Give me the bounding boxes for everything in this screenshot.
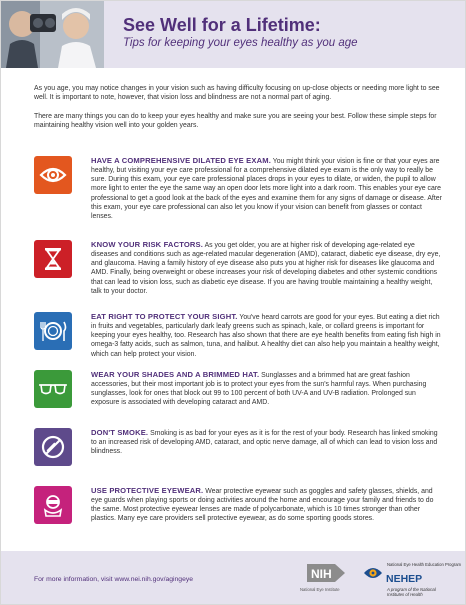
eye-icon <box>34 156 72 194</box>
footer <box>0 551 466 605</box>
page-subtitle: Tips for keeping your eyes healthy as you age <box>123 37 358 49</box>
tip-title: USE PROTECTIVE EYEWEAR. <box>91 486 204 495</box>
intro-paragraph-2: There are many things you can do to keep your eyes healthy and make sure you are seeing your best. Follow these simple steps for maintaining healthy vision well into your golden years. <box>34 113 437 130</box>
tip-body: Wear protective eyewear such as goggles and safety glasses, shields, and eye guards when playing sports or doing activities around the home and encourage your family and friends to do the same. Most protective eyewear lenses are made of polycarbonate, which is 10 times stronger than other plastics. Many eye care providers sell protective eyewear, as do some sporting goods stores. <box>91 488 434 523</box>
header-banner <box>0 0 466 68</box>
tip-body: You've heard carrots are good for your eyes. But eating a diet rich in fruits and vegetables, particularly dark leafy greens such as spinach, kale, or collard greens is important for keeping your eyes healthy, too. Research has also shown that there are eye health benefits from eating fish high in omega-3 fatty acids, such as salmon, tuna, and halibut. A healthy diet can also help you maintain a healthy weight, which can help protect your vision. <box>91 314 441 358</box>
nih-caption: National Eye Institute <box>300 587 340 592</box>
nih-logo <box>305 562 347 584</box>
tip-title: KNOW YOUR RISK FACTORS. <box>91 240 204 249</box>
goggles-icon <box>34 486 72 524</box>
tip-body: As you get older, you are at higher risk of developing age-related eye diseases and conditions such as age-related macular degeneration (AMD), cataract, diabetic eye disease, dry eye, and glaucoma. Having a family history of eye disease also puts you at higher risk for diseases like glaucoma and AMD. Finally, being overweight or obese increases your risk of developing diabetes and other systemic conditions that can lead to vision loss, such as diabetic eye disease. If you are having trouble maintaining a healthy weight, talk to your doctor. <box>91 242 441 295</box>
intro-paragraph-1: As you age, you may notice changes in your vision such as having difficulty focusing on up-close objects or needing more light to see well. It is important to note, however, that vision loss and blindness are not a normal part of aging. <box>34 85 440 102</box>
tip-title: DON'T SMOKE. <box>91 428 149 437</box>
eye-exam-photo <box>0 0 104 68</box>
svg-text:NIH: NIH <box>311 567 332 581</box>
no-smoking-icon <box>34 428 72 466</box>
tip-title: WEAR YOUR SHADES AND A BRIMMED HAT. <box>91 370 260 379</box>
page-title: See Well for a Lifetime: <box>123 15 321 35</box>
sunglasses-icon <box>34 370 72 408</box>
hourglass-icon <box>34 240 72 278</box>
nehep-program-note: A program of the National Institutes of Health <box>387 587 436 598</box>
tip-title: EAT RIGHT TO PROTECT YOUR SIGHT. <box>91 312 238 321</box>
plate-icon <box>34 312 72 350</box>
tip-body: Sunglasses and a brimmed hat are great fashion accessories, but their most important job is to protect your eyes from the sun's harmful rays. When purchasing sunglasses, look for ones that block out 99 to 100 percent of both UV-A and UV-B radiation. Prolonged sun exposure is associated with developing cataract and AMD. <box>91 372 427 407</box>
tip-body: You might think your vision is fine or that your eyes are healthy, but visiting your eye care professional for a comprehensive dilated eye exam is the only way to really be sure. During this exam, your eye care professional places drops in your eyes to dilate, or widen, the pupil to allow more light to enter the eye the same way an open door lets more light into a dark room. This enables your eye care professional to get a good look at the back of the eyes and examine them for any signs of damage or disease. After this exam, your eye care professional can also let you know if your vision can benefit from glasses or contact lenses. <box>91 158 442 220</box>
nehep-wordmark: NEHEP <box>386 573 423 585</box>
nehep-full-name: National Eye Health Education Program <box>387 562 462 567</box>
nehep-logo-mark <box>362 562 384 584</box>
tip-body: Smoking is as bad for your eyes as it is for the rest of your body. Research has linked smoking to an increased risk of developing AMD, cataract, and optic nerve damage, all of which can lead to vision loss and blindness. <box>91 430 438 456</box>
tip-title: HAVE A COMPREHENSIVE DILATED EYE EXAM. <box>91 156 271 165</box>
more-info-link[interactable]: For more information, visit www.nei.nih.gov/agingeye <box>34 576 194 583</box>
